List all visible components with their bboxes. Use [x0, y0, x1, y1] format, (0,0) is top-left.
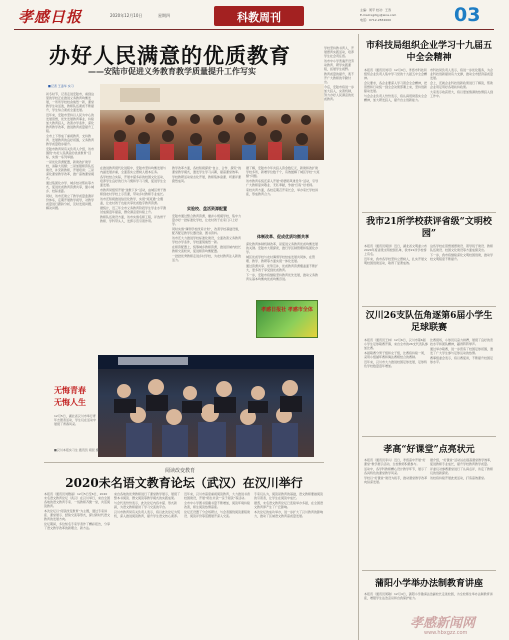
- caption-big-1: 无悔青春: [54, 386, 86, 395]
- right-a4-title: 孝高“好课堂”点亮状元: [383, 445, 475, 455]
- right-rule-3: [362, 436, 496, 437]
- right-a2-col-1: 本报讯（通讯员胡剑）近日，湖北省文明委公布2020年度省级文明校园名单，我市21所学校榜上有名。 近年来，我市各学校坚持立德树人，扎实开展文明校园创建活动，取得了显著成效。: [364, 244, 428, 265]
- right-a5-title: 蒲阳小学举办法制教育讲座: [374, 579, 483, 589]
- ad-text: 孝感日报社 孝感市全体: [261, 307, 313, 313]
- youth-caption-credit: ■汉川本报实习生 通讯员 胡昆 摄: [54, 448, 99, 452]
- watermark-logo: 孝感新闻网: [410, 616, 476, 631]
- right-a4-col-2: 据介绍，“好课堂”活动旨在提高课堂教学效率，促进教师专业成长，提升学校教育教学质量。 评委们对参赛课堂进行了认真点评，肯定了教师们的创新探索。 该校将持续开展此类活动，打造高效课堂。: [430, 458, 494, 480]
- forum-title: 2020未名语文教育论坛（武汉）在汉川举行: [65, 476, 303, 490]
- right-a1-col-2: 市科技局负责人表示，将进一步优化服务，为企业科技创新提供有力支撑，推动全市经济高质量发展。 会上，还就企业科技创新政策进行了解读，帮助企业用足用好各项扶持政策。 大家表示收获很大，将以更加饱满的热情投入到工作中。: [430, 68, 494, 98]
- right-a5-col-1: 本报讯（通讯员周敏）12月4日，蒲阳小学邀请法治副校长走进校园，为全校师生举办法制教育讲座，增强学生法治意识和自我保护能力。: [364, 592, 493, 600]
- lead-col-3: 教学改革方面，各校积极探索“自主、合作、探究”的课堂教学模式，激发学生学习兴趣，提高课堂效率。 学校教研活动常态化开展，教师集体备课、听课评课蔚然成风。: [172, 166, 242, 183]
- lead-col-1: 初冬时节，记者走进安陆市，看到这里的学校正在推进义务教育均衡发展，一所所学校校舍焕然一新，课堂教学生动活泼，教师队伍素质不断提升，学生综合素质全面发展。 近年来，安陆市坚持以人民为中心的发展思想，优先发展教育事业，持续加大教育投入，改善办学条件，深化教育教学改革，推进教育质量提升工程。 全市上下形成了重视教育、支持教育、发展教育的良好氛围，义务教育教学质量稳步提升。 安陆市教育局有关负责人介绍，该市围绕“办好人民满意的优质教育”目标，实施一系列举措。 一是优化资源配置，新建改扩建学校，消除大班额；二是加强师资队伍建设，补充新教师，开展培训；三是深化课堂教学改革，推广高效课堂模式。 通过集团化办学、城乡结对帮扶等方式，促进优质教育资源共享，缩小城乡、校际差距。 同时，该市还建立了教学质量监测评价体系，定期开展教学视导，对教学质量进行跟踪分析，及时发现问题、解决问题。: [46, 92, 95, 210]
- ad-box: [256, 300, 318, 338]
- right-a1-col-1: 本报讯（通讯员刘可）12月9日，孝感市科技局组织企业负责人集中学习党的十九届五中全会精神。 会议要求，各企业要深入学习领会全会精神，把思想和行动统一到全会决策部署上来，坚持创新驱动发展。 与会企业负责人纷纷表示，将认真贯彻落实全会精神，加大研发投入，提升自主创新能力。: [364, 68, 428, 102]
- forum-kicker: 阅读改变教育: [164, 468, 195, 474]
- lead-col-5: 学校坚持教书育人，开展德育实践活动，培养学生社会责任感。 该市中小学普遍开设劳动教育、研学实践课程，拓展学生视野。 教育质量的提升，离不开广大教师的辛勤付出。 今后，安陆市将进一步加大投入，完善机制，努力办好人民满意的优质教育。: [324, 46, 354, 101]
- subhead-2: 体制改革、促成优质均衡共享: [257, 234, 309, 239]
- logo: 孝感日报: [18, 8, 83, 26]
- right-a3-title: 汉川26支队伍角逐第6届小学生足球联赛: [365, 311, 493, 333]
- page-number: 03: [454, 4, 481, 26]
- classroom-photo-graphic: [100, 84, 324, 160]
- right-a3-col-2: 比赛现场，小球员们奋力拼搏，展现了良好的竞技水平和团队精神，赢得阵阵掌声。 通过举办联赛，进一步营造了校园足球氛围，激发了广大学生参与足球运动的热情。 赛事组委会表示，将以赛促训，不断提升校园足球水平。: [430, 338, 494, 364]
- editors-line: 主编：周平 校对：王涛: [360, 8, 391, 12]
- forum-col-2: 来自各地的优秀教师进行了课堂教学展示，展现了整本书阅读、群文阅读等教学模式的实践成果。 与会代表纷纷表示，此次论坛内容丰富、形式新颖，为语文教师提供了学习交流的平台。 汉川市教育局有关负责人表示，将以此次论坛为契机，深入推进阅读教育，提升学生语文核心素养。: [114, 492, 180, 518]
- forum-col-4: 专家们认为，阅读是教育的基础，语文教师要做阅读的引领者，让学生在阅读中成长。 据悉，未名语文教育论坛已连续举办多届，在全国语文教育界产生了广泛影响。 本次论坛的成功举办，进一步扩大了汉川教育的影响力，推动了区域语文教育高质量发展。: [254, 492, 324, 518]
- lead-byline: ■记者 王凌华 实习: [48, 84, 74, 88]
- forum-col-1: 本报讯（通讯员刘雅丽）12月5日至6日，2020未名语文教育论坛（武汉）在汉川举行，来自全国各地的语文教育专家、一线教师齐聚一堂，共话阅读教育。 本次论坛以“阅读改变教育”为主题，通过专家讲座、课堂展示、经验交流等形式，探讨新时代语文教育的发展方向。 论坛期间，多位知名专家学者作了精彩报告，分享了语文教学改革的新理念、新方法。: [44, 492, 110, 530]
- right-a4-col-1: 本报讯（通讯员李兵）近日，孝感高中开展“好课堂”教学展示活动，全校教师积极参与。 活动中，各学科教师精心设计教学环节，展示了各具特色的课堂教学风采。 学校以“好课堂”建设为抓手，推动课堂教学改革向纵深发展。: [364, 458, 428, 484]
- youth-photo: [98, 355, 314, 457]
- left-right-divider: [358, 34, 359, 640]
- issue-date: 2020年12月10日: [110, 13, 143, 18]
- right-a1-title: 市科技局组织企业学习十九届五中全会精神: [365, 41, 492, 63]
- lead-col-4b: 深化教育体制机制改革，是促进义务教育优质均衡发展的关键。安陆市大胆探索，推行学区制管理和集团化办学。 城区优质学校与农村薄弱学校结成发展共同体，在管理、教学、教研等方面实现一体化发展。 通过资源共享、优势互补，优质教育资源覆盖面不断扩大，更多孩子享受到优质教育。 下一步，安陆市将继续坚持教育优先发展，推动义务教育从基本均衡向优质均衡迈进。: [246, 242, 319, 281]
- email-line: E-mail:xgrbjy@sina.com: [360, 13, 397, 17]
- right-rule-1: [362, 212, 496, 213]
- forum-top-rule: [44, 462, 324, 463]
- issue-weekday: 星期四: [158, 13, 170, 18]
- classroom-photo: [100, 84, 324, 160]
- right-a3-col-1: 本报讯（通讯员王林）12月6日，汉川市第6届小学生足球联赛开幕，来自全市的26支代表队参加比赛。 本届联赛分男子组和女子组，比赛将持续一周，采用小组循环赛和淘汰赛相结合的赛制。 近年来，汉川市大力推进校园足球发展，足球特色学校数量逐年增加。: [364, 338, 428, 368]
- lead-col-2: 在推进教育现代化进程中，安陆市坚持均衡发展与内涵发展并重，全面落实立德树人根本任务。 各学校结合实际，开展丰富多彩的校园文化活动，培养学生良好的行为习惯和学习习惯，促进学生全面发展。 市教育局组织开展“送教下乡”活动，由城区骨干教师到农村学校上示范课，带动乡村教师专业成长。 该市还积极推进信息化教学，实现“班班通”全覆盖，让农村孩子也能共享优质数字教育资源。 据统计，近三年全市义务教育阶段学生学业水平测试成绩逐年提高，群众满意度持续上升。 教师队伍建设方面，该市实施名师工程，评选骨干教师、学科带头人，发挥示范引领作用。: [100, 166, 167, 223]
- lead-title: 办好人民满意的优质教育: [49, 43, 291, 68]
- caption-big-2: 无悔人生: [54, 398, 86, 407]
- hotline: 电话：0712-2832000: [360, 18, 392, 22]
- masthead-rule: [14, 29, 494, 30]
- lead-col-4: 据了解，安陆市今年共投入资金数亿元，新建和改扩建学校多所，新增学位数千个，有效缓解了城区学校“大班额”问题。 该市教育系统还深入开展“师德师风建设年”活动，引导广大教师爱岗敬业、无私奉献，争做“四有”好老师。 家校共育方面，各校定期召开家长会，举办家长学校讲座，形成教育合力。: [246, 166, 320, 196]
- watermark-domain: www.hbxgzz.com: [424, 630, 468, 636]
- lead-col-3b: 安陆市通过整合教育资源，撤并小规模学校，集中力量办好一批标准化学校，让农村孩子在家门口上好学。 同时实施“薄弱学校改造计划”，改善学校基础设施，配齐配足教学仪器设备、图书资料。 该市还大力推进学校标准化建设，全面改善义务教育学校办学条件，学校面貌焕然一新。 在师资配置上，统筹城乡教师资源，推进县域内校长教师交流轮岗，促进师资均衡配置。 一批批优秀教师走进乡村学校，为农村教育注入新的活力。: [172, 214, 242, 262]
- forum-col-3: 近年来，汉川市高度重视阅读教育，大力推进书香校园建设，开展“师生共读”“亲子阅读”等活动。 全市中小学图书馆藏书量不断增加，阅读环境持续改善，师生阅读热情高涨。 论坛还设置了分会场研讨，与会者围绕阅读课程建设、阅读评价等话题展开深入交流。: [184, 492, 250, 518]
- right-a2-title: 我市21所学校获评省级“文明校园”: [366, 217, 492, 239]
- section-title: 科教周刊: [237, 11, 281, 24]
- right-rule-2: [362, 306, 496, 307]
- subhead-1: 实验校、盘活资源配置: [187, 206, 227, 211]
- lead-subtitle: ——安陆市促进义务教育教学质量提升工作写实: [88, 67, 256, 76]
- right-a2-col-2: 这些学校在思想道德建设、领导班子建设、教师队伍建设、校园文化建设等方面成绩突出。 下一步，我市将继续深化文明校园创建，推动学校文明程度不断提升。: [430, 244, 494, 261]
- youth-photo-graphic: [98, 355, 314, 457]
- youth-caption-body: 12月5日，湖北省汉川市举行青年志愿者活动，学生们在活动中展现了青春风采。: [54, 414, 96, 426]
- right-rule-4: [362, 570, 496, 571]
